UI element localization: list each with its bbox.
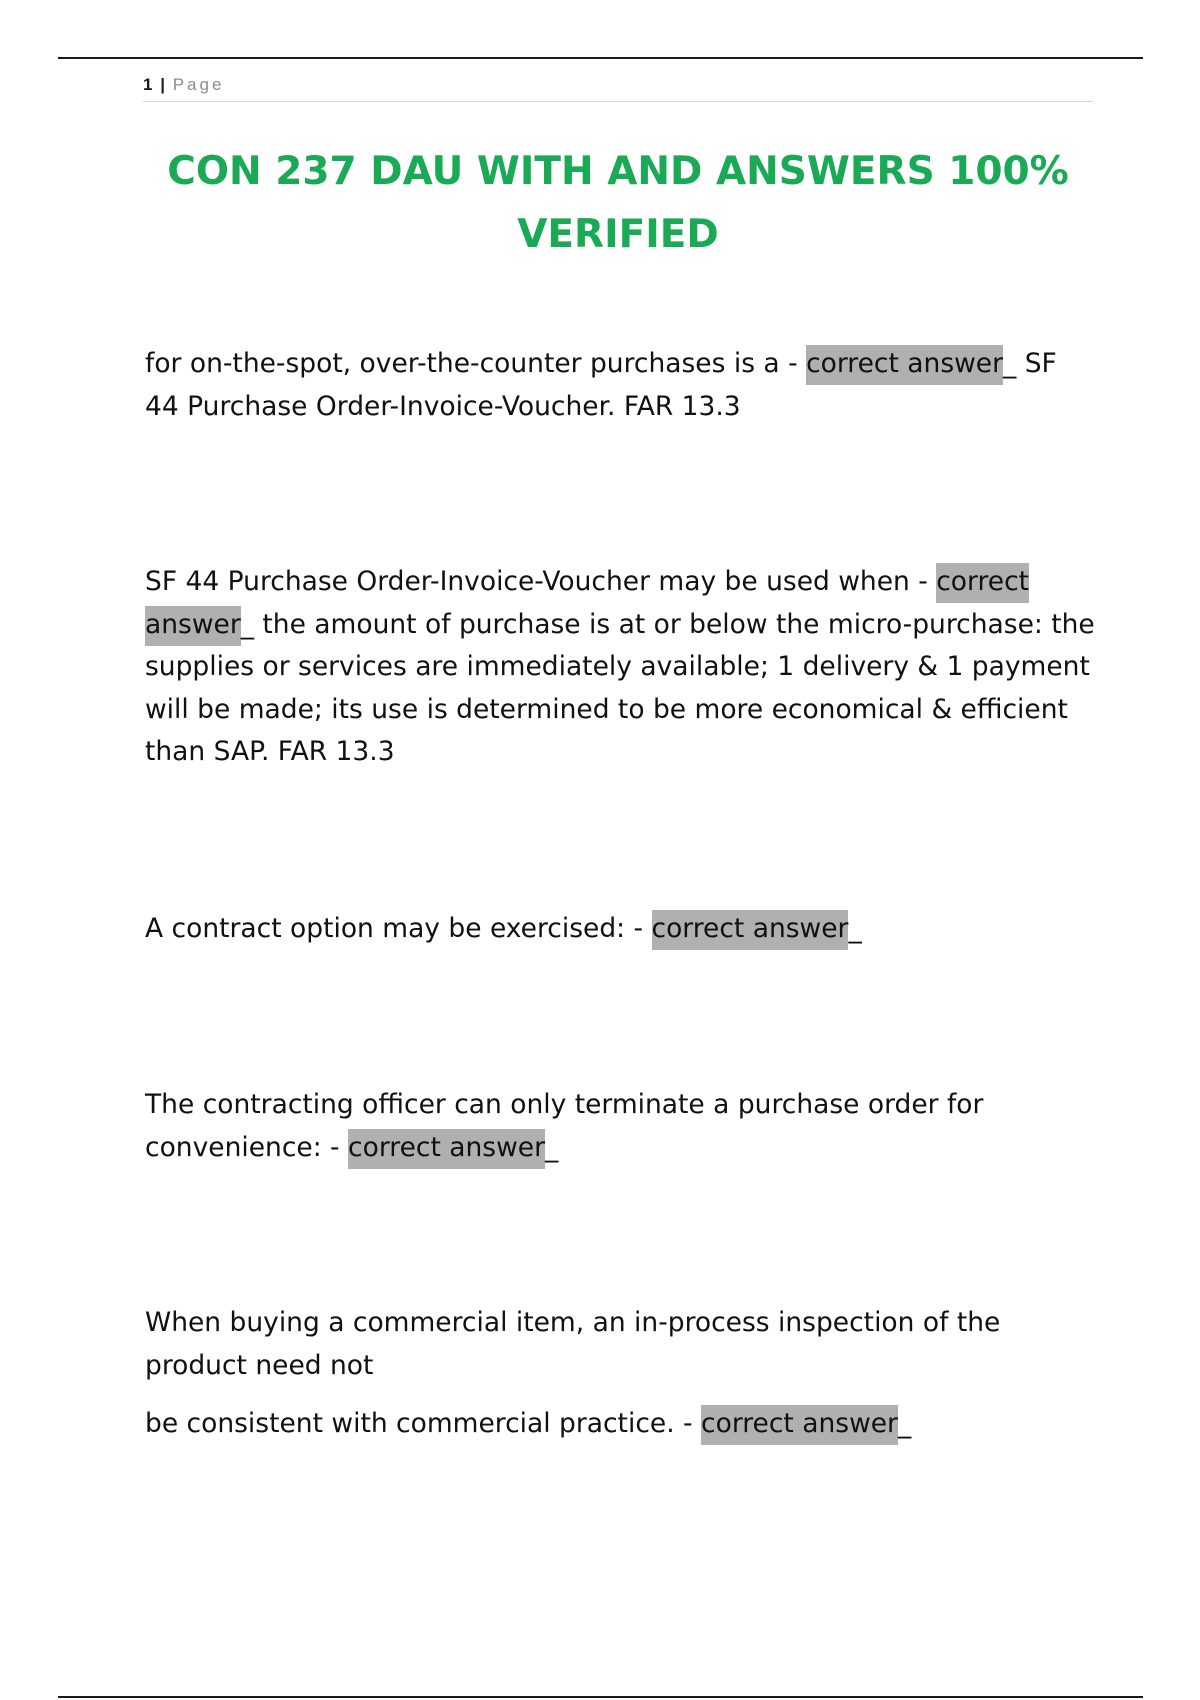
answer-marker: correct answer — [806, 345, 1003, 385]
qa-item-1 — [145, 343, 1095, 428]
answer-text: _ — [848, 913, 862, 944]
question-text: SF 44 Purchase Order-Invoice-Voucher may be used when - — [145, 566, 937, 597]
page-number: 1 — [143, 75, 153, 94]
answer-marker: correct answer — [652, 910, 849, 950]
answer-marker: correct answer — [145, 563, 1029, 646]
answer-marker: correct answer — [348, 1129, 545, 1169]
answer-text: _ SF 44 Purchase Order-Invoice-Voucher. FAR 13.3 — [145, 348, 1057, 422]
page-header — [143, 74, 1093, 102]
page-label: Page — [172, 75, 225, 94]
question-text: A contract option may be exercised: - — [145, 913, 652, 944]
bottom-rule — [58, 1696, 1143, 1698]
question-text: The contracting officer can only terminate a purchase order for convenience: - — [145, 1089, 984, 1163]
qa-item-5-continuation — [145, 1403, 1095, 1446]
answer-text: _ — [897, 1408, 912, 1439]
answer-text: _ the amount of purchase is at or below the micro-purchase: the supplies or services are immediately available; 1 delivery & 1 payment will be made; its use is determined to be more economical & efficient than SAP. FAR 13.3 — [145, 608, 1095, 767]
page-separator: | — [160, 75, 165, 94]
question-text: be consistent with commercial practice. - — [145, 1408, 702, 1439]
document-title: CON 237 DAU WITH AND ANSWERS 100% VERIFIED — [167, 149, 1069, 257]
qa-item-4 — [145, 1084, 1095, 1169]
answer-text: _ — [544, 1131, 559, 1163]
qa-item-2 — [145, 561, 1095, 774]
qa-item-3 — [145, 908, 1095, 951]
question-text: for on-the-spot, over-the-counter purchases is a - — [145, 348, 807, 379]
qa-item-5-question: When buying a commercial item, an in-process inspection of the product need not — [145, 1307, 1001, 1381]
top-rule — [58, 57, 1143, 59]
answer-marker: correct answer — [701, 1405, 898, 1445]
